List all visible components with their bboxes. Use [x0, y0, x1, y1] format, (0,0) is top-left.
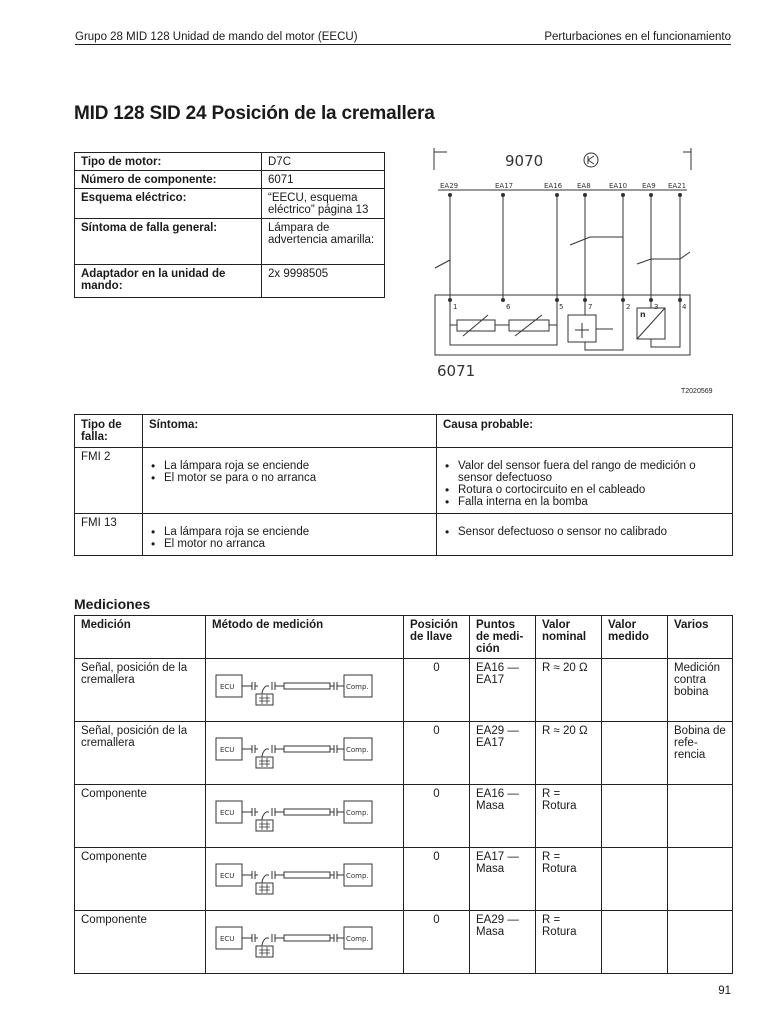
measurement-name: Señal, posición de la cremallera [75, 659, 206, 722]
diagram-pin-label: EA21 [668, 182, 687, 190]
diagram-pin-number: 4 [682, 303, 687, 311]
wiring-diagram [425, 140, 695, 380]
component-label: Comp. [346, 683, 369, 691]
diagram-pin-number: 7 [588, 303, 593, 311]
table-row [75, 659, 733, 722]
cause-cell [437, 514, 733, 556]
table-row [75, 171, 385, 189]
key-position: 0 [404, 785, 470, 848]
table-header-row [75, 415, 733, 448]
info-value: D7C [262, 153, 385, 171]
measurement-setup-diagram [212, 667, 382, 707]
table-row [75, 265, 385, 298]
info-value: “EECU, esquema eléctrico” página 13 [262, 189, 385, 219]
notes [668, 848, 733, 911]
table-row [75, 785, 733, 848]
diagram-pin-label: EA10 [609, 182, 628, 190]
info-value: Lámpara de advertencia amarilla: [262, 219, 385, 265]
table-row [75, 153, 385, 171]
column-header: Tipo de falla: [75, 415, 143, 448]
method-cell [206, 659, 404, 722]
key-position: 0 [404, 848, 470, 911]
diagram-top-label: 9070 [505, 152, 544, 170]
measured-value [602, 659, 668, 722]
method-cell [206, 785, 404, 848]
nominal-value: R = Rotura [536, 785, 602, 848]
measured-value [602, 722, 668, 785]
measurement-setup-diagram [212, 730, 382, 770]
diagram-code: T2020569 [681, 388, 713, 395]
measurements-table [74, 615, 733, 974]
info-label: Adaptador en la unidad de mando: [75, 265, 262, 298]
header-right: Perturbaciones en el funcionamiento [544, 31, 731, 43]
diagram-pin-number: 2 [626, 303, 631, 311]
column-header: Valor medido [602, 616, 668, 659]
component-label: Comp. [346, 809, 369, 817]
column-header: Medición [75, 616, 206, 659]
key-position: 0 [404, 722, 470, 785]
measured-value [602, 911, 668, 974]
info-table [74, 152, 385, 298]
key-position: 0 [404, 911, 470, 974]
diagram-pin-label: EA9 [642, 182, 656, 190]
info-label: Número de componente: [75, 171, 262, 189]
ecu-label: ECU [220, 809, 235, 817]
diagram-pin-number: 3 [654, 303, 659, 311]
table-row [75, 219, 385, 265]
list-item: • El motor se para o no arranca [149, 472, 430, 484]
key-position: 0 [404, 659, 470, 722]
component-label: Comp. [346, 935, 369, 943]
list-item: • Sensor defectuoso o sensor no calibrado [443, 526, 726, 538]
ecu-label: ECU [220, 683, 235, 691]
info-label: Esquema eléctrico: [75, 189, 262, 219]
measurement-setup-diagram [212, 793, 382, 833]
ecu-label: ECU [220, 872, 235, 880]
column-header: Puntos de medi- ción [470, 616, 536, 659]
diagram-pin-label: EA17 [495, 182, 514, 190]
table-row [75, 189, 385, 219]
measurement-points: EA16 — Masa [470, 785, 536, 848]
list-item: • Rotura o cortocircuito en el cableado [443, 484, 726, 496]
diagram-pin-label: EA16 [544, 182, 563, 190]
measurement-name: Componente [75, 911, 206, 974]
notes: Bobina de refe- rencia [668, 722, 733, 785]
notes [668, 785, 733, 848]
diagram-pin-number: 1 [453, 303, 458, 311]
symptom-cell [143, 448, 437, 514]
diagram-pin-number: 6 [506, 303, 511, 311]
page-title: MID 128 SID 24 Posición de la cremallera [74, 103, 435, 124]
diagram-bottom-label: 6071 [437, 362, 476, 380]
header-rule [75, 44, 731, 45]
info-value: 2x 9998505 [262, 265, 385, 298]
measurement-points: EA29 — EA17 [470, 722, 536, 785]
measurement-points: EA16 — EA17 [470, 659, 536, 722]
diagram-pin-label: EA8 [577, 182, 591, 190]
diagram-pin-number: 5 [559, 303, 564, 311]
notes [668, 911, 733, 974]
measurement-points: EA29 — Masa [470, 911, 536, 974]
fault-type: FMI 13 [75, 514, 143, 556]
measurement-name: Señal, posición de la cremallera [75, 722, 206, 785]
method-cell [206, 722, 404, 785]
measured-value [602, 848, 668, 911]
ecu-label: ECU [220, 746, 235, 754]
measurement-points: EA17 — Masa [470, 848, 536, 911]
list-item: • El motor no arranca [149, 538, 430, 550]
method-cell [206, 911, 404, 974]
diagram-pin-label: EA29 [440, 182, 459, 190]
column-header: Causa probable: [437, 415, 733, 448]
nominal-value: R = Rotura [536, 848, 602, 911]
list-item: • Valor del sensor fuera del rango de medición o sensor defectuoso [443, 460, 726, 484]
nominal-value: R ≈ 20 Ω [536, 659, 602, 722]
diagram-sensor-letter: n [640, 310, 646, 319]
table-row [75, 514, 733, 556]
table-row [75, 848, 733, 911]
list-item: • Falla interna en la bomba [443, 496, 726, 508]
component-label: Comp. [346, 872, 369, 880]
column-header: Método de medición [206, 616, 404, 659]
page-number: 91 [718, 985, 731, 997]
list-item: • La lámpara roja se enciende [149, 526, 430, 538]
measured-value [602, 785, 668, 848]
symptom-table [74, 414, 733, 556]
info-label: Síntoma de falla general: [75, 219, 262, 265]
nominal-value: R = Rotura [536, 911, 602, 974]
cause-cell [437, 448, 733, 514]
fault-type: FMI 2 [75, 448, 143, 514]
ecu-label: ECU [220, 935, 235, 943]
column-header: Posición de llave [404, 616, 470, 659]
info-value: 6071 [262, 171, 385, 189]
measurement-setup-diagram [212, 856, 382, 896]
column-header: Valor nominal [536, 616, 602, 659]
table-row [75, 448, 733, 514]
info-label: Tipo de motor: [75, 153, 262, 171]
header-left: Grupo 28 MID 128 Unidad de mando del motor (EECU) [75, 31, 358, 43]
symptom-cell [143, 514, 437, 556]
measurement-name: Componente [75, 848, 206, 911]
table-row [75, 911, 733, 974]
measurement-setup-diagram [212, 919, 382, 959]
component-label: Comp. [346, 746, 369, 754]
measurement-name: Componente [75, 785, 206, 848]
notes: Medición contra bobina [668, 659, 733, 722]
column-header: Varios [668, 616, 733, 659]
list-item: • La lámpara roja se enciende [149, 460, 430, 472]
method-cell [206, 848, 404, 911]
measurements-title: Mediciones [74, 596, 151, 612]
table-row [75, 722, 733, 785]
nominal-value: R ≈ 20 Ω [536, 722, 602, 785]
table-header-row [75, 616, 733, 659]
column-header: Síntoma: [143, 415, 437, 448]
